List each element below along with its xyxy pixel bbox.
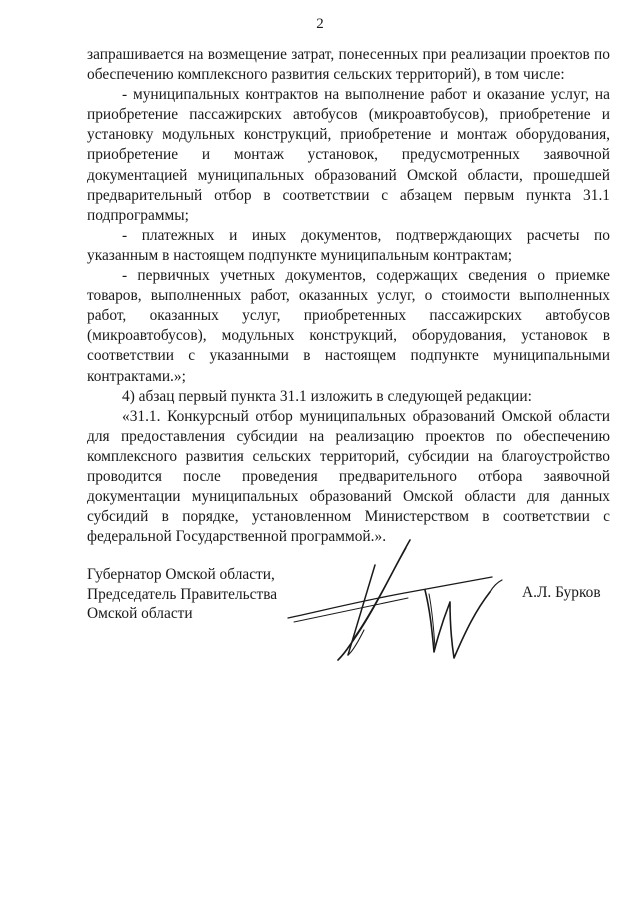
signature-stroke bbox=[354, 548, 406, 638]
signature-stroke bbox=[288, 577, 492, 618]
signature-stroke bbox=[294, 598, 408, 622]
signatory-title-block bbox=[87, 565, 277, 624]
signature-stroke bbox=[348, 630, 364, 655]
paragraph-continuation: запрашивается на возмещение затрат, понесенных при реализации проектов по обеспечению комплексного развития сельских территорий), в том числе: bbox=[87, 46, 610, 84]
paragraph-amendment-item-4: 4) абзац первый пункта 31.1 изложить в следующей редакции: bbox=[122, 387, 532, 405]
document-body bbox=[87, 45, 610, 547]
signature-stroke bbox=[490, 580, 502, 592]
paragraph-primary-documents: - первичных учетных документов, содержащих сведения о приемке товаров, выполненных работ, оказанных услуг, о стоимости выполненных работ, оказанных услуг, приобретенных пассажирских автобусов (микроавтобусов), модульных конструкций, оборудования, установок в соответствии с указанными в настоящем подпункте муниципальными контрактами.»; bbox=[87, 267, 610, 385]
signatory-title-line: Председатель Правительства bbox=[87, 585, 278, 603]
signatory-title-line: Омской области bbox=[87, 605, 193, 622]
paragraph-payment-documents: - платежных и иных документов, подтверждающих расчеты по указанным в настоящем подпункте муниципальным контрактам; bbox=[87, 226, 610, 264]
paragraph-municipal-contracts: - муниципальных контрактов на выполнение работ и оказание услуг, на приобретение пассажирских автобусов (микроавтобусов), приобретение и установку модульных конструкций, приобретение и монтаж оборудования, приобретение и монтаж установок, предусмотренных заявочной документацией муниципальных образований Омской области, прошедшей предварительный отбор в соответствии с абзацем первым пункта 31.1 подпрограммы; bbox=[87, 86, 610, 224]
paragraph-new-wording-31-1: «31.1. Конкурсный отбор муниципальных образований Омской области для предоставления субсидии на реализацию проектов по обеспечению комплексного развития сельских территорий, субсидии на благоустройство проводится после проведения предварительного отбора заявочной документации муниципальных образований Омской области для данных субсидий в порядке, установленном Министерством в соответствии с федеральной Государственной программой.». bbox=[87, 407, 610, 546]
page-number: 2 bbox=[316, 16, 324, 32]
signer-name: А.Л. Бурков bbox=[522, 584, 601, 601]
signatory-title-line: Губернатор Омской области, bbox=[87, 566, 275, 583]
handwritten-signature bbox=[280, 530, 520, 680]
